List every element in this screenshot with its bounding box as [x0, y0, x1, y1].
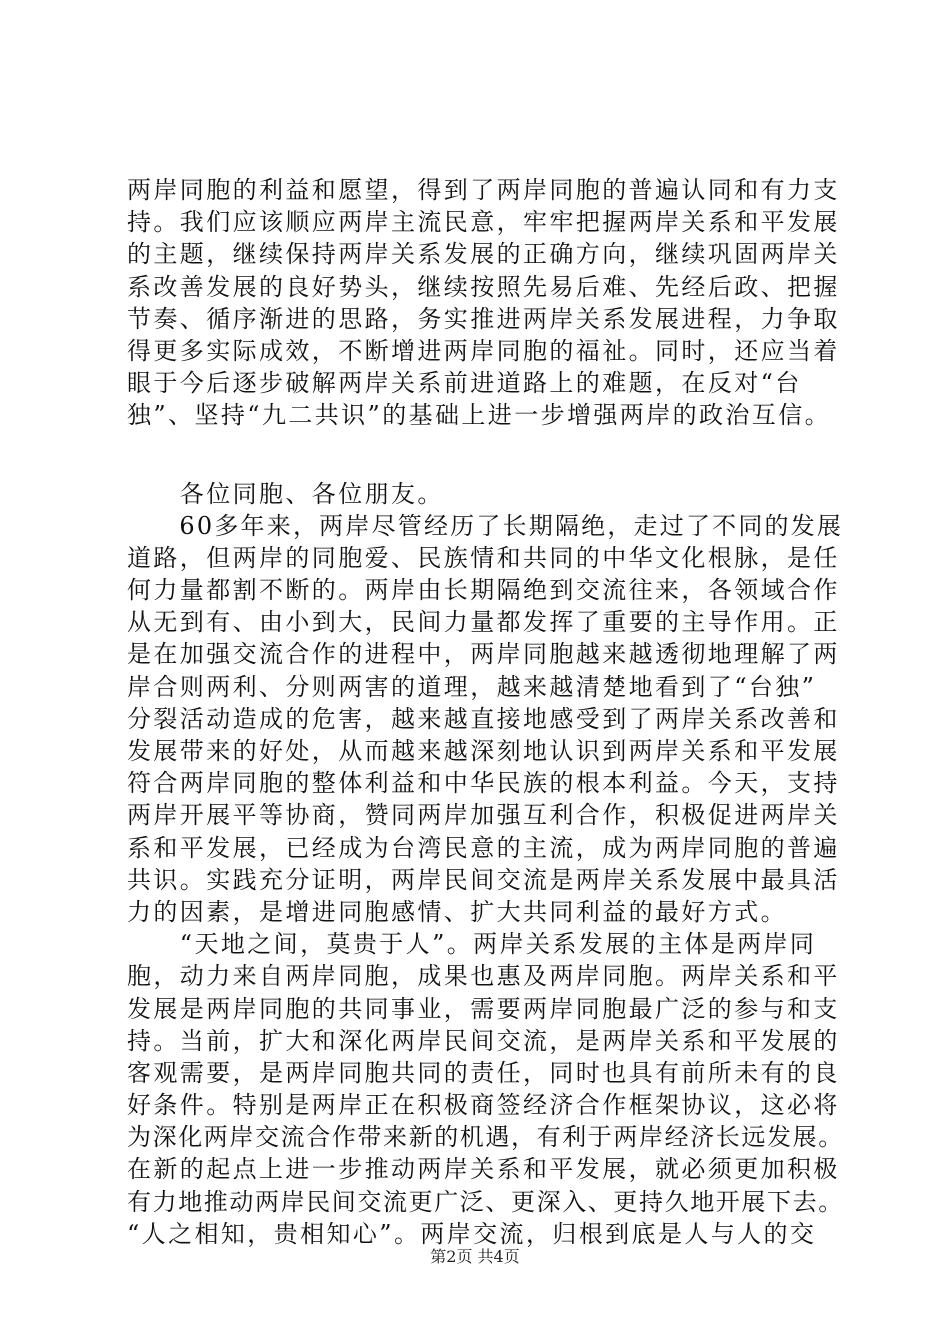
text-line: 岸合则两利、分则两害的道理，越来越清楚地看到了“台独” [127, 672, 817, 701]
text-line: 好条件。特别是两岸正在积极商签经济合作框架协议，这必将 [127, 1091, 840, 1120]
text-line: 持。我们应该顺应两岸主流民意，牢牢把握两岸关系和平发展 [127, 208, 840, 237]
paragraph-block-2 [127, 478, 847, 1251]
text-line: 发展带来的好处，从而越来越深刻地认识到两岸关系和平发展 [127, 737, 840, 765]
text-line: “天地之间，莫贵于人”。两岸关系发展的主体是两岸同 [127, 930, 817, 959]
text-line: 客观需要，是两岸同胞共同的责任，同时也具有前所未有的良 [127, 1058, 840, 1087]
text-line: 得更多实际成效，不断增进两岸同胞的福祉。同时，还应当着 [127, 336, 840, 365]
text-line: 从无到有、由小到大，民间力量都发挥了重要的主导作用。正 [127, 608, 840, 637]
text-line: 独”、坚持“九二共识”的基础上进一步增强两岸的政治互信。 [127, 401, 832, 430]
paragraph-block-1 [127, 174, 847, 432]
text-line: 眼于今后逐步破解两岸关系前进道路上的难题，在反对“台 [127, 369, 802, 398]
text-line: 何力量都割不断的。两岸由长期隔绝到交流往来，各领域合作 [127, 576, 840, 605]
text-line: 系和平发展，已经成为台湾民意的主流，成为两岸同胞的普遍 [127, 833, 840, 862]
text-line: 在新的起点上进一步推动两岸关系和平发展，就必须更加积极 [127, 1155, 840, 1184]
text-line: 是在加强交流合作的进程中，两岸同胞越来越透彻地理解了两 [127, 640, 840, 669]
text-line: 力的因素，是增进同胞感情、扩大共同利益的最好方式。 [127, 897, 787, 926]
text-line: 系改善发展的良好势头，继续按照先易后难、先经后政、把握 [127, 272, 840, 301]
text-line: “人之相知，贵相知心”。两岸交流，归根到底是人与人的交 [127, 1219, 817, 1248]
text-line: 胞，动力来自两岸同胞，成果也惠及两岸同胞。两岸关系和平 [127, 962, 840, 991]
paragraph-gap [127, 432, 847, 478]
page-number-footer: 第2页 共4页 [430, 1247, 520, 1266]
text-line: 分裂活动造成的危害，越来越直接地感受到了两岸关系改善和 [127, 704, 840, 733]
text-line: 有力地推动两岸民间交流更广泛、更深入、更持久地开展下去。 [127, 1187, 844, 1216]
text-line: 发展是两岸同胞的共同事业，需要两岸同胞最广泛的参与和支 [127, 994, 840, 1023]
text-line: 节奏、循序渐进的思路，务实推进两岸关系发展进程，力争取 [127, 304, 840, 333]
text-line: 道路，但两岸的同胞爱、民族情和共同的中华文化根脉，是任 [127, 543, 840, 572]
text-line: 持。当前，扩大和深化两岸民间交流，是两岸关系和平发展的 [127, 1026, 840, 1055]
text-line: 两岸开展平等协商，赞同两岸加强互利合作，积极促进两岸关 [127, 801, 840, 830]
text-line: 为深化两岸交流合作带来新的机遇，有利于两岸经济长远发展。 [127, 1123, 844, 1152]
document-body [127, 174, 847, 1250]
text-line: 共识。实践充分证明，两岸民间交流是两岸关系发展中最具活 [127, 865, 840, 894]
text-line: 60多年来，两岸尽管经历了长期隔绝，走过了不同的发展 [127, 511, 844, 540]
text-line: 各位同胞、各位朋友。 [127, 479, 444, 508]
text-line: 的主题，继续保持两岸关系发展的正确方向，继续巩固两岸关 [127, 240, 840, 269]
text-line: 符合两岸同胞的整体利益和中华民族的根本利益。今天，支持 [127, 769, 840, 798]
text-line: 两岸同胞的利益和愿望，得到了两岸同胞的普遍认同和有力支 [127, 176, 840, 204]
